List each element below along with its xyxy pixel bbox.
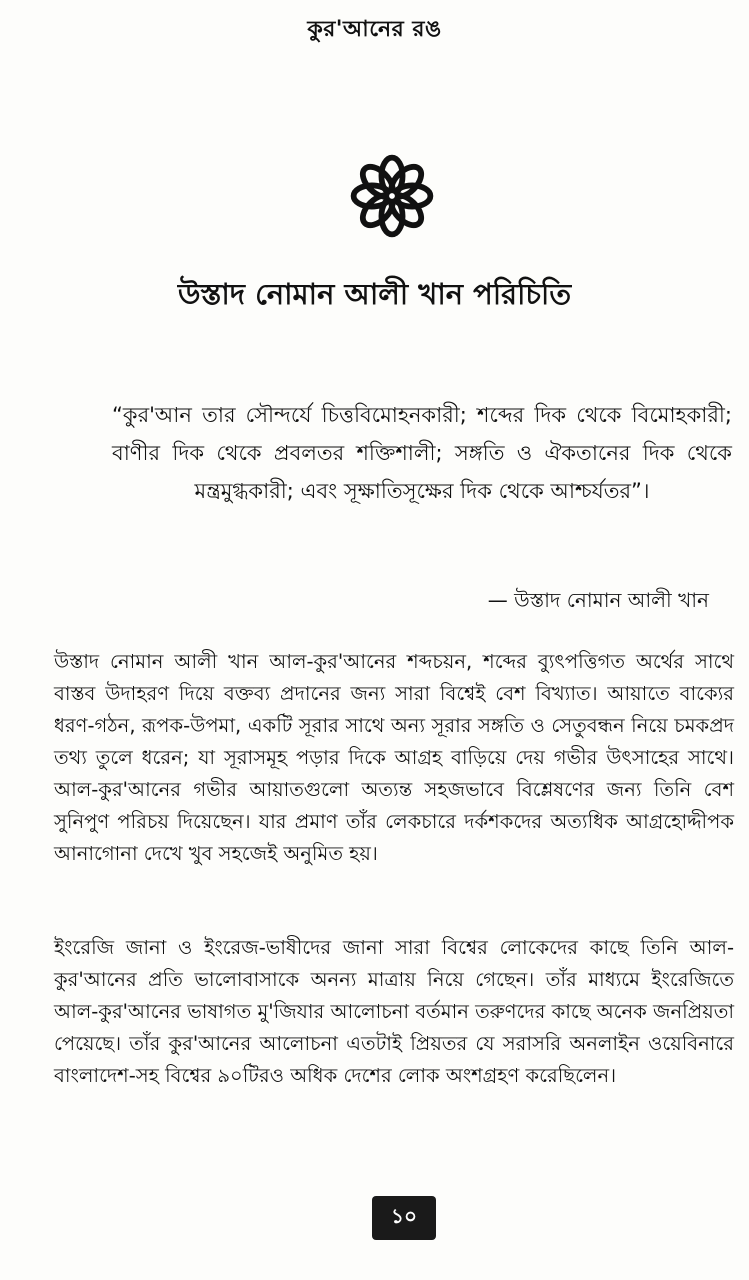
running-header: কুর'আনের রঙ <box>307 17 442 42</box>
chapter-title: উস্তাদ নোমান আলী খান পরিচিতি <box>177 277 572 311</box>
page-number: ১০ <box>372 1196 436 1240</box>
body-paragraph-2: ইংরেজি জানা ও ইংরেজ-ভাষীদের জানা সারা বিশ্বের লোকেদের কাছে তিনি আল-কুর'আনের প্রতি ভালোবাসাকে অনন্য মাত্রায় নিয়ে গেছেন। তাঁর মাধ্যমে ইংরেজিতে আল-কুর'আনের ভাষাগত মু'জিযার আলোচনা বর্তমান তরুণদের কাছে অনেক জনপ্রিয়তা পেয়েছে। তাঁর কুর'আনের আলোচনা এতটাই প্রিয়তর যে সরাসরি অনলাইন ওয়েবিনারে বাংলাদেশ-সহ বিশ্বের ৯০টিরও অধিক দেশের লোক অংশগ্রহণ করেছিলেন। <box>54 936 734 1087</box>
flower-ornament-icon <box>344 148 440 244</box>
epigraph-attribution: — উস্তাদ নোমান আলী খান <box>487 588 709 612</box>
epigraph-quote: “কুর'আন তার সৌন্দর্যে চিত্তবিমোহনকারী; শব্দের দিক থেকে বিমোহকারী; বাণীর দিক থেকে প্রবলতর শক্তিশালী; সঙ্গতি ও ঐকতানের দিক থেকে মন্ত্রমুগ্ধকারী; এবং সূক্ষাতিসূক্ষের দিক থেকে আশ্চর্যতর”। <box>112 403 732 503</box>
body-paragraph-1: উস্তাদ নোমান আলী খান আল-কুর'আনের শব্দচয়ন, শব্দের ব্যুৎপত্তিগত অর্থের সাথে বাস্তব উদাহরণ দিয়ে বক্তব্য প্রদানের জন্য সারা বিশ্বেই বেশ বিখ্যাত। আয়াতে বাক্যের ধরণ-গঠন, রূপক-উপমা, একটি সূরার সাথে অন্য সূরার সঙ্গতি ও সেতুবন্ধন নিয়ে চমকপ্রদ তথ্য তুলে ধরেন; যা সূরাসমূহ পড়ার দিকে আগ্রহ বাড়িয়ে দেয় গভীর উৎসাহের সাথে। আল-কুর'আনের গভীর আয়াতগুলো অত্যন্ত সহজভাবে বিশ্লেষণের জন্য তিনি বেশ সুনিপুণ পরিচয় দিয়েছেন। যার প্রমাণ তাঁর লেকচারে দর্কশকদের অত্যধিক আগ্রহোদ্দীপক আনাগোনা দেখে খুব সহজেই অনুমিত হয়। <box>54 650 734 865</box>
